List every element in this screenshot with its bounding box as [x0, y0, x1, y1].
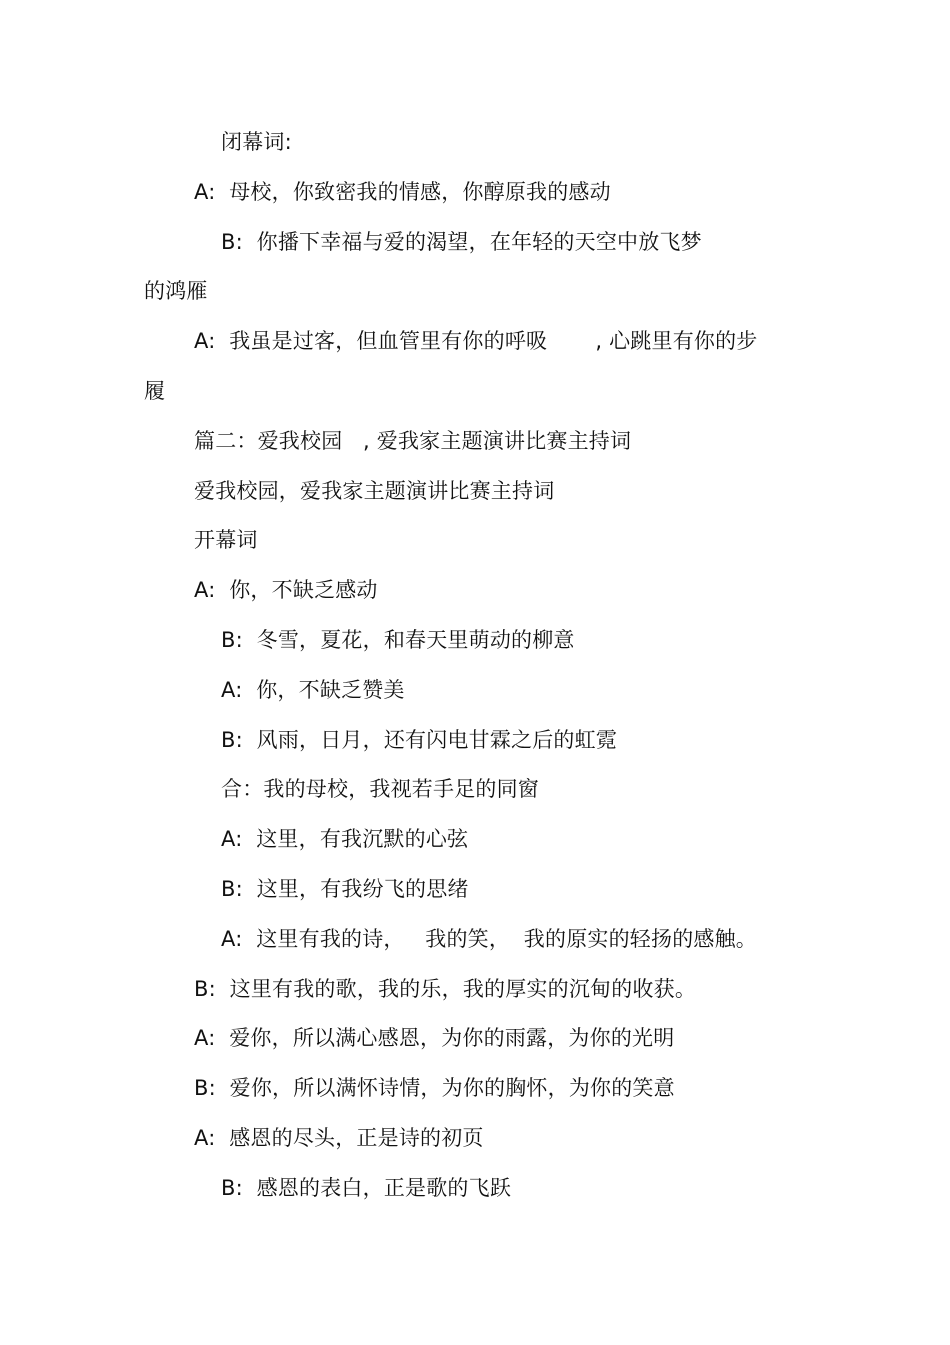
text-line: B: 这里，有我纷飞的思绪: [221, 877, 469, 901]
document-title: 爱我校园，爱我家主题演讲比赛主持词: [194, 479, 555, 503]
text-line: A: 你，不缺乏赞美: [221, 678, 405, 702]
text-line-continuation: 的鸿雁: [144, 279, 208, 303]
text-line: B: 风雨，日月，还有闪电甘霖之后的虹霓: [221, 728, 618, 752]
text-line: A: 母校，你致密我的情感，你醇原我的感动: [194, 180, 611, 204]
text-line: B: 感恩的表白，正是歌的飞跃: [221, 1176, 512, 1200]
text-line: B: 爱你，所以满怀诗情，为你的胸怀，为你的笑意: [194, 1076, 675, 1100]
text-line: B: 你播下幸福与爱的渴望，在年轻的天空中放飞梦: [221, 230, 702, 254]
text-line: A: 感恩的尽头，正是诗的初页: [194, 1126, 484, 1150]
text-line: 合：我的母校，我视若手足的同窗: [221, 777, 539, 801]
section-heading: 篇二：爱我校园 , 爱我家主题演讲比赛主持词: [194, 429, 632, 453]
text-line: A: 你，不缺乏感动: [194, 578, 378, 602]
opening-speech-heading: 开幕词: [194, 528, 258, 552]
text-line: A: 爱你，所以满心感恩，为你的雨露，为你的光明: [194, 1026, 675, 1050]
text-line: A: 这里，有我沉默的心弦: [221, 827, 469, 851]
text-line: A: 这里有我的诗， 我的笑， 我的原实的轻扬的感触。: [221, 927, 757, 951]
closing-speech-heading: 闭幕词:: [221, 130, 292, 154]
text-line: B: 冬雪，夏花，和春天里萌动的柳意: [221, 628, 575, 652]
text-line: B: 这里有我的歌，我的乐，我的厚实的沉甸的收获。: [194, 977, 697, 1001]
text-line-continuation: 履: [144, 379, 166, 403]
text-line: A: 我虽是过客，但血管里有你的呼吸 , 心跳里有你的步: [194, 329, 758, 353]
